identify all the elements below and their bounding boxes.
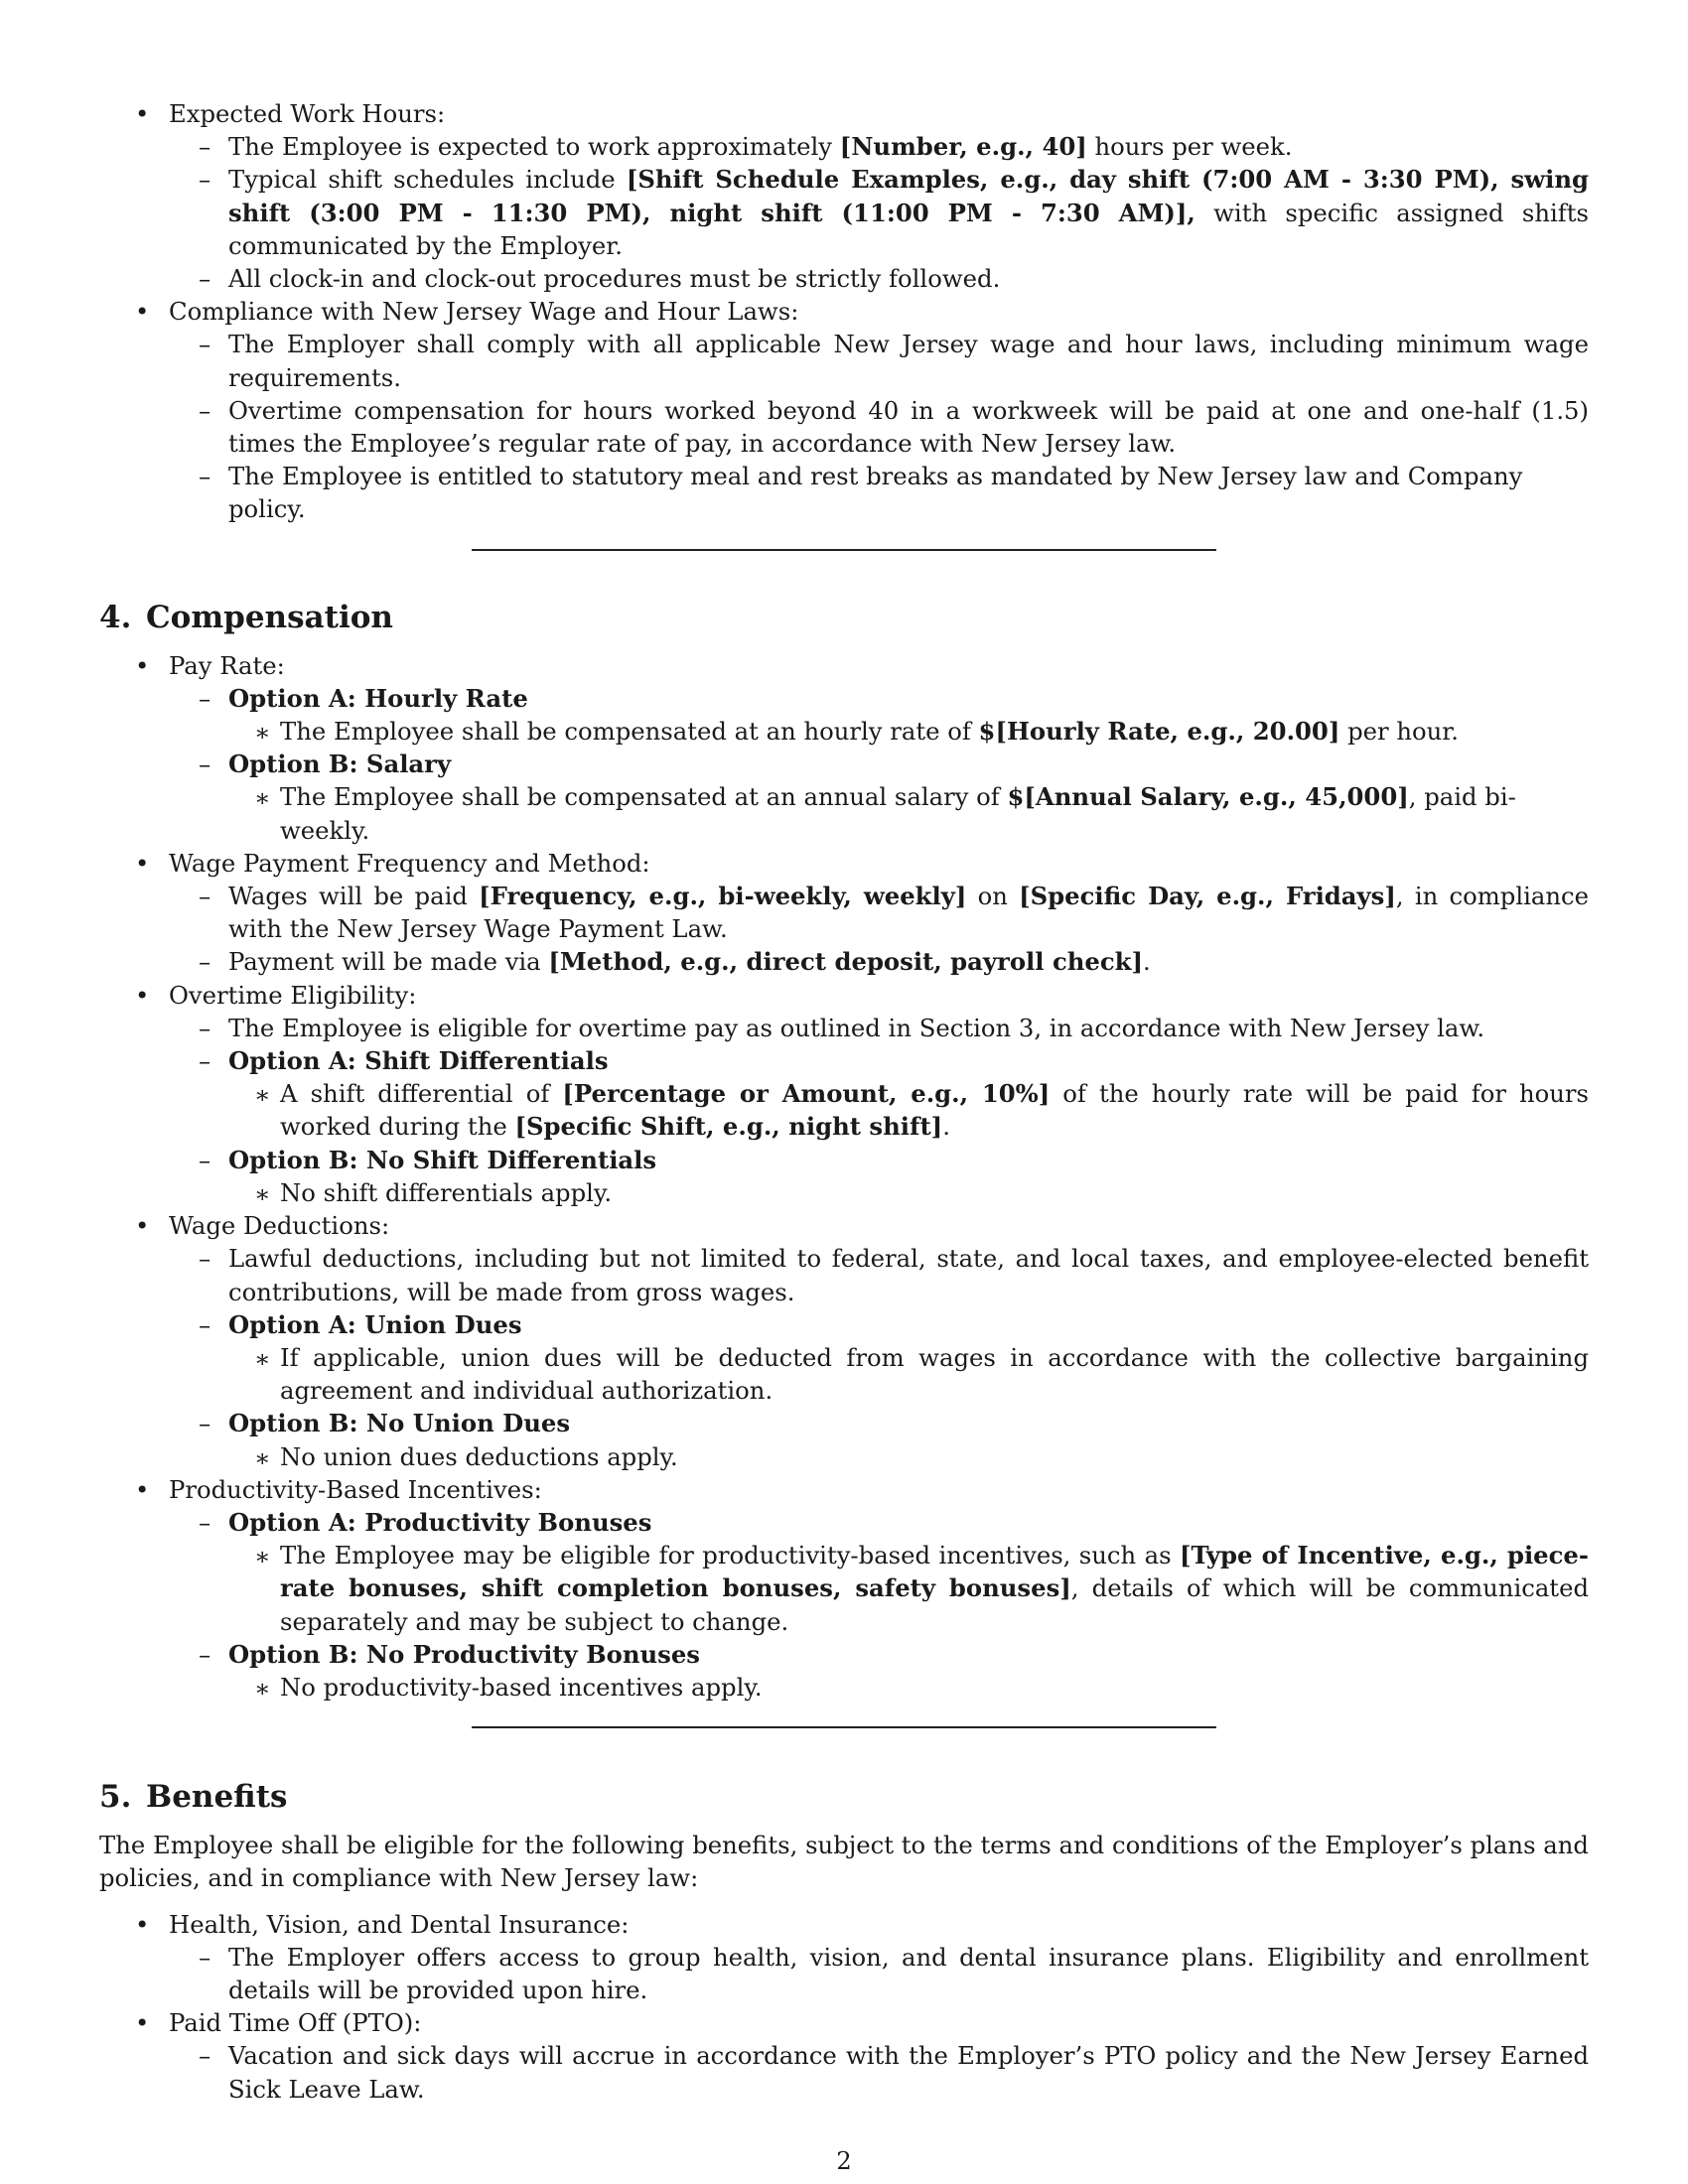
benefits-intro: The Employee shall be eligible for the following benefits, subject to the terms and conditions of the Employer’s plans and policies, and in compliance with New Jersey law: (99, 1831, 1589, 1893)
list-item: – All clock-in and clock-out procedures must be strictly followed. (169, 262, 1589, 295)
list-item: ∗ No productivity-based incentives apply. (228, 1671, 1589, 1704)
list-item: • Wage Deductions: – Lawful deductions, including but not limited to federal, state, and local taxes, and employee-elected benefit contributions, will be made from gross wages. – Option A: Union Dues ∗ If applicable, union dues will be deducted from wages in accordance with the collective bargaining agreement and individual authorization. – Option B: No Union Dues ∗ No union dues deductions apply. (99, 1209, 1589, 1473)
option-heading: Option A: Union Dues (228, 1309, 522, 1339)
list-item: • Paid Time Off (PTO): – Vacation and sick days will accrue in accordance with the Employer’s PTO policy and the New Jersey Earned Sick Leave Law. (99, 2006, 1589, 2106)
section-heading-benefits: 5. Benefits (99, 1779, 288, 1816)
placeholder-field: [Percentage or Amount, e.g., 10%] (562, 1079, 1051, 1109)
list-item (169, 748, 1589, 847)
list-item: – The Employee is expected to work approximately [Number, e.g., 40] hours per week. (169, 130, 1589, 163)
placeholder-field: [Frequency, e.g., bi-weekly, weekly] (479, 882, 967, 911)
list-item (99, 97, 1589, 295)
list-item: • Health, Vision, and Dental Insurance: – The Employer offers access to group health, vision, and dental insurance plans. Eligibility and enrollment details will be provided upon hire. (99, 1908, 1589, 2007)
list-item: – Vacation and sick days will accrue in accordance with the Employer’s PTO policy and the New Jersey Earned Sick Leave Law. (169, 2039, 1589, 2105)
list-item (169, 1407, 1589, 1472)
page-number: 2 (836, 2146, 852, 2175)
list-item: ∗ No shift differentials apply. (228, 1176, 1589, 1209)
list-item: • Pay Rate: – Option A: Hourly Rate ∗ The Employee shall be compensated at an hourly rate of $[Hourly Rate, e.g., 20.00] per hour. – Option B: Salary ∗ The Employee shall be compensated at an annual salary of $[Annual Salary, e.g., 45,000], paid bi-weekly. (99, 649, 1589, 847)
section-heading-compensation: 4. Compensation (99, 599, 393, 635)
work-hours-label: Expected Work Hours: (169, 99, 446, 128)
option-heading: Option A: Shift Differentials (228, 1046, 609, 1076)
section-divider (472, 549, 1216, 551)
list-item (99, 295, 1589, 525)
placeholder-field: [Specific Day, e.g., Fridays] (1019, 882, 1396, 911)
list-item: – Payment will be made via [Method, e.g., direct deposit, payroll check]. (169, 945, 1589, 978)
option-heading: Option B: No Productivity Bonuses (228, 1639, 700, 1669)
option-heading: Option B: No Union Dues (228, 1409, 571, 1438)
list-item: – Lawful deductions, including but not limited to federal, state, and local taxes, and employee-elected benefit contributions, will be made from gross wages. (169, 1242, 1589, 1307)
section3-list (99, 97, 1589, 526)
list-item: – The Employer offers access to group health, vision, and dental insurance plans. Eligibility and enrollment details will be provided upon hire. (169, 1941, 1589, 2006)
list-item (169, 1144, 1589, 1209)
list-item: ∗ The Employee shall be compensated at an hourly rate of $[Hourly Rate, e.g., 20.00] per hour. (228, 715, 1589, 748)
list-item: ∗ The Employee shall be compensated at an annual salary of $[Annual Salary, e.g., 45,000], paid bi-weekly. (228, 780, 1589, 846)
list-item: ∗ A shift differential of [Percentage or Amount, e.g., 10%] of the hourly rate will be paid for hours worked during the [Specific Shift, e.g., night shift]. (228, 1077, 1589, 1143)
list-item: ∗ If applicable, union dues will be deducted from wages in accordance with the collective bargaining agreement and individual authorization. (228, 1341, 1589, 1407)
list-item: – The Employee is entitled to statutory meal and rest breaks as mandated by New Jersey law and Company policy. (169, 460, 1589, 525)
list-item: • Wage Payment Frequency and Method: – Wages will be paid [Frequency, e.g., bi-weekly, weekly] on [Specific Day, e.g., Fridays], in compliance with the New Jersey Wage Payment Law. – Payment will be made via [Method, e.g., direct deposit, payroll check]. (99, 847, 1589, 979)
list-item (169, 1506, 1589, 1638)
option-heading: Option A: Hourly Rate (228, 683, 528, 713)
benefits-list (99, 1908, 1589, 2106)
list-item: – The Employer shall comply with all applicable New Jersey wage and hour laws, including minimum wage requirements. (169, 328, 1589, 393)
placeholder-field: [Shift Schedule Examples, e.g., day shift (7:00 AM - 3:30 PM), swing shift (3:00 PM - 11:30 PM), night shift (11:00 PM - 7:30 AM)], (228, 165, 1589, 227)
list-item: • Productivity-Based Incentives: – Option A: Productivity Bonuses ∗ The Employee may be eligible for productivity-based incentives, such as [Type of Incentive, e.g., piece-rate bonuses, shift completion bonuses, safety bonuses], details of which will be communicated separately and may be subject to change. – Option B: No Productivity Bonuses ∗ No productivity-based incentives apply. (99, 1473, 1589, 1704)
placeholder-field: $[Hourly Rate, e.g., 20.00] (978, 717, 1340, 747)
option-heading: Option B: No Shift Differentials (228, 1145, 657, 1174)
document-page (99, 97, 1589, 2106)
placeholder-field: [Type of Incentive, e.g., piece-rate bonuses, shift completion bonuses, safety bonuses] (280, 1541, 1589, 1603)
nj-laws-label: Compliance with New Jersey Wage and Hour Laws: (169, 297, 799, 327)
list-item: – The Employee is eligible for overtime pay as outlined in Section 3, in accordance with New Jersey law. (169, 1012, 1589, 1044)
option-heading: Option B: Salary (228, 750, 452, 779)
list-item: – Typical shift schedules include [Shift Schedule Examples, e.g., day shift (7:00 AM - 3:30 PM), swing shift (3:00 PM - 11:30 PM), night shift (11:00 PM - 7:30 AM)], with specific assigned shifts communicated by the Employer. (169, 163, 1589, 262)
section-divider (472, 1726, 1216, 1728)
option-heading: Option A: Productivity Bonuses (228, 1507, 652, 1537)
list-item (169, 1638, 1589, 1704)
list-item (169, 1044, 1589, 1144)
list-item: – Wages will be paid [Frequency, e.g., bi-weekly, weekly] on [Specific Day, e.g., Fridays], in compliance with the New Jersey Wage Payment Law. (169, 880, 1589, 945)
placeholder-field: [Specific Shift, e.g., night shift] (514, 1112, 943, 1142)
list-item (169, 682, 1589, 748)
list-item (169, 1308, 1589, 1408)
list-item: ∗ The Employee may be eligible for productivity-based incentives, such as [Type of Incentive, e.g., piece-rate bonuses, shift completion bonuses, safety bonuses], details of which will be communicated separately and may be subject to change. (228, 1539, 1589, 1638)
placeholder-field: [Method, e.g., direct deposit, payroll check] (548, 947, 1144, 977)
placeholder-field: [Number, e.g., 40] (839, 132, 1087, 162)
list-item: • Overtime Eligibility: – The Employee is eligible for overtime pay as outlined in Section 3, in accordance with New Jersey law. – Option A: Shift Differentials ∗ A shift differential of [Percentage or Amount, e.g., 10%] of the hourly rate will be paid for hours worked during the [Specific Shift, e.g., night shift]. – Option B: No Shift Differentials ∗ No shift differentials apply. (99, 979, 1589, 1209)
list-item: ∗ No union dues deductions apply. (228, 1440, 1589, 1473)
list-item: – Overtime compensation for hours worked beyond 40 in a workweek will be paid at one and one-half (1.5) times the Employee’s regular rate of pay, in accordance with New Jersey law. (169, 394, 1589, 460)
compensation-list (99, 649, 1589, 1705)
placeholder-field: $[Annual Salary, e.g., 45,000] (1007, 782, 1409, 812)
